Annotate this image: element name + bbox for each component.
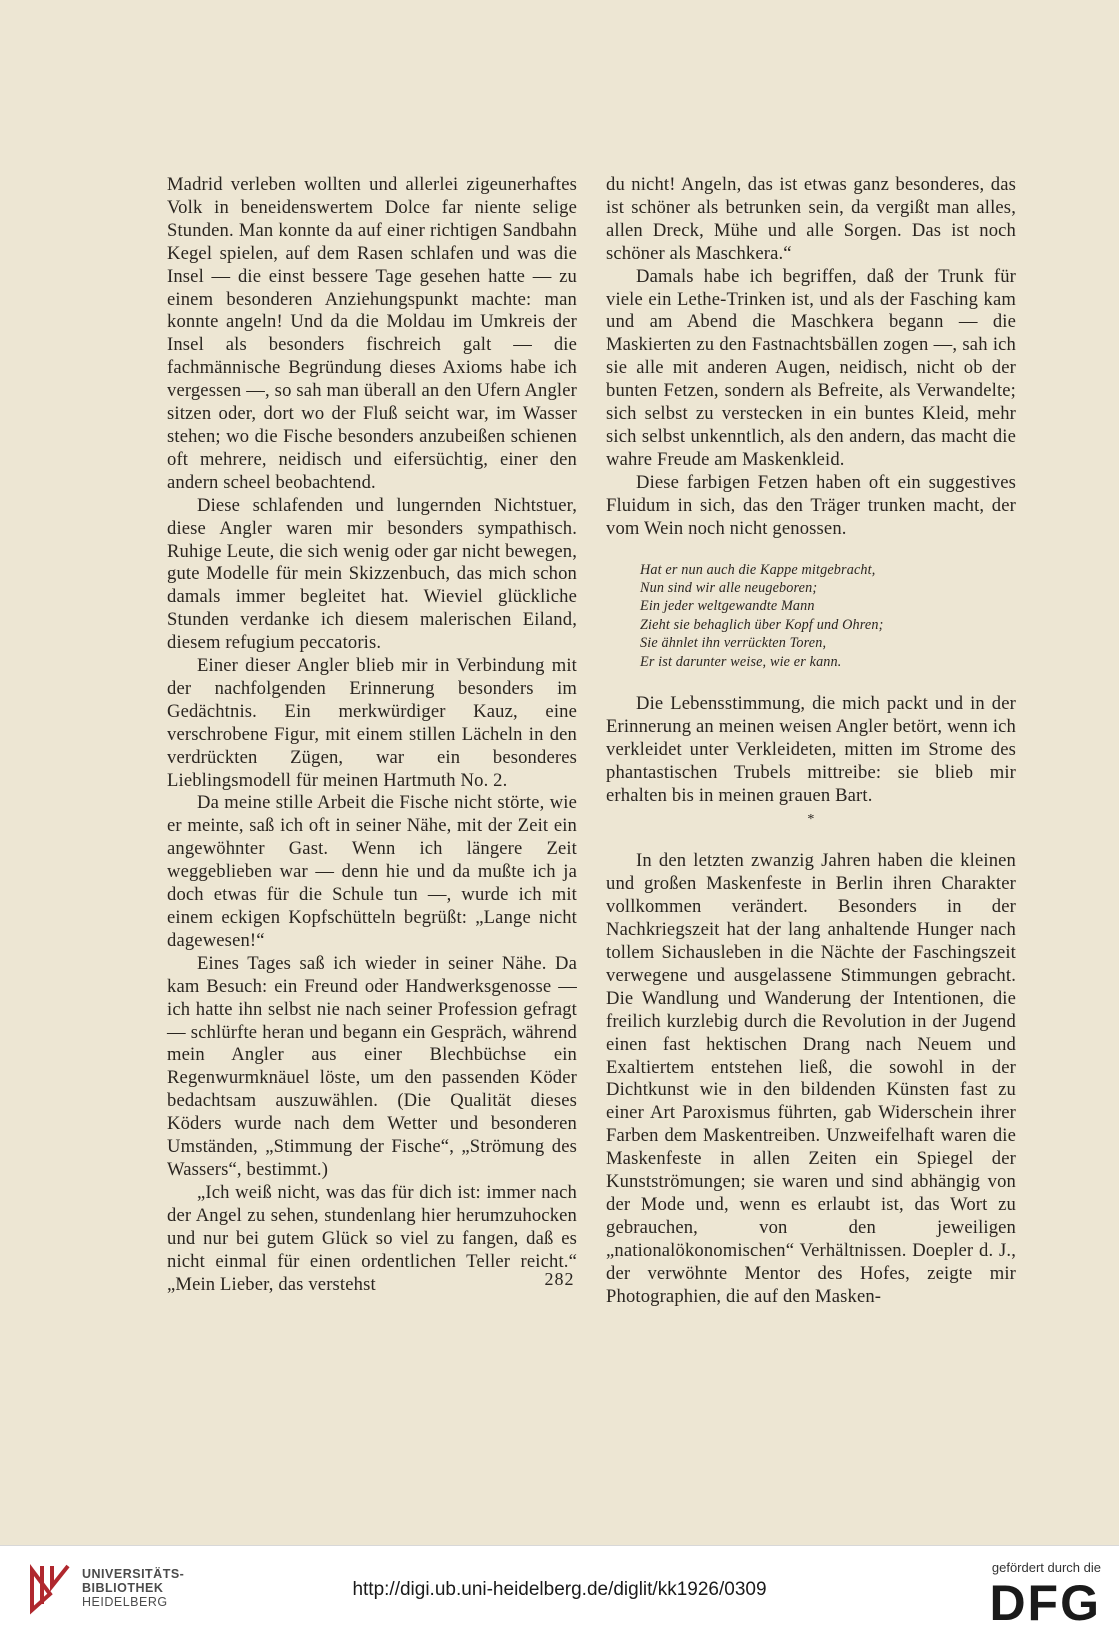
paragraph: Damals habe ich begriffen, daß der Trunk für viele ein Lethe-Trinken ist, und als der Fasching kam und am Abend die Maschkera begann — die Maskierten zu den Fastnachtsbällen zogen —, sah ich sie alle mit anderen Augen, neidisch, nicht ob der bunten Fetzen, sondern als Befreite, als Verwandelte; sich selbst zu verstecken in ein buntes Kleid, mehr sich selbst unkenntlich, als den andern, das macht die wahre Freude am Maskenkleid. — [606, 265, 1016, 470]
paragraph: „Ich weiß nicht, was das für dich ist: immer nach der Angel zu sehen, stundenlang hier herumzuhocken und nur bei gutem Glück so viel zu fangen, daß es nicht einmal für einen ordentlichen Teller reicht.“ „Mein Lieber, das verstehst — [167, 1181, 577, 1295]
verse-line: Hat er nun auch die Kappe mitgebracht, — [640, 561, 876, 578]
paragraph: Eines Tages saß ich wieder in seiner Nähe. Da kam Besuch: ein Freund oder Handwerksgenosse — ich hatte ihn selbst nie nach seiner Profession gefragt — schlürfte heran und begann ein Gespräch, während mein Angler aus einer Blechbüchse ein Regenwurmknäuel löste, um den passenden Köder bedachtsam auszuwählen. (Die Qualität dieses Köders wurde nach dem Wetter und besonderen Umständen, „Stimmung der Fische“, „Strömung des Wassers“, bestimmt.) — [167, 952, 577, 1180]
verse-line: Zieht sie behaglich über Kopf und Ohren; — [640, 616, 884, 633]
paragraph: du nicht! Angeln, das ist etwas ganz besonderes, das ist schöner als betrunken sein, da vergißt man alles, allen Dreck, Mühe und alle Sorgen. Das ist noch schöner als Maschkera.“ — [606, 174, 1016, 264]
verse-line: Er ist darunter weise, wie er kann. — [640, 653, 842, 670]
page-number: 282 — [544, 1269, 575, 1289]
verse-quote — [640, 561, 1016, 671]
verse-line: Ein jeder weltgewandte Mann — [640, 598, 815, 615]
paragraph: In den letzten zwanzig Jahren haben die kleinen und großen Maskenfeste in Berlin ihren Charakter vollkommen verändert. Besonders in der Nachkriegszeit hat der lang anhaltende Hunger nach tollem Sichausleben in die Nächte der Faschingszeit verwegene und ausgelassene Stimmungen gebracht. Die Wandlung und Wanderung der Intentionen, die freilich kurzlebig durch die Revolution in der Jugend einen fast hektischen Drang nach Neuem und Exaltiertem entstehen ließ, die sowohl in der Dichtkunst wie in den bildenden Künsten fast zu einer Art Paroxismus führten, gab Widerschein ihrer Farben dem Maskentreiben. Unzweifelhaft waren die Maskenfeste in allen Zeiten ein Spiegel der Kunstströmungen; sie waren und sind abhängig von der Mode und, wenn es erlaubt ist, das Wort zu gebrauchen, von den jeweiligen „nationalökonomischen“ Verhältnissen. Doepler d. J., der verwöhnte Mentor des Hofes, zeigte mir Photographien, die auf den Masken- — [606, 850, 1016, 1307]
left-column — [167, 174, 577, 1296]
paragraph: Die Lebensstimmung, die mich packt und in der Erinnerung an meinen weisen Angler betört, wenn ich verkleidet unter Verkleideten, mitten im Strome des phantastischen Trubels mittreibe: sie blieb mir erhalten bis in meinen grauen Bart. — [606, 692, 1016, 806]
library-name: UNIVERSITÄTS- BIBLIOTHEK HEIDELBERG — [82, 1567, 185, 1609]
source-url-link[interactable]: http://digi.ub.uni-heidelberg.de/diglit/kk1926/0309 — [352, 1579, 767, 1600]
footer-bar — [0, 1545, 1119, 1638]
paragraph: Madrid verleben wollten und allerlei zigeunerhaftes Volk in beneidenswertem Dolce far niente selige Stunden. Man konnte da auf einer richtigen Sandbahn Kegel spielen, auf dem Rasen schlafen und was die Insel — die einst bessere Tage gesehen hatte — zu einem besonderen Anziehungspunkt machte: man konnte angeln! Und da die Moldau im Umkreis der Insel als besonders fischreich galt — die fachmännische Begründung dieses Axioms habe ich vergessen —, so sah man überall an den Ufern Angler sitzen oder, dort wo der Fluß seicht war, im Wasser stehen; wo die Fische besonders anzubeißen schienen oft mehrere, neidisch und eifersüchtig, einer den andern scheel beobachtend. — [167, 174, 577, 493]
paragraph: Diese farbigen Fetzen haben oft ein suggestives Fluidum in sich, das den Träger trunken macht, der vom Wein noch nicht genossen. — [606, 471, 1016, 539]
funded-by-label: gefördert durch die — [991, 1560, 1101, 1575]
paragraph: Diese schlafenden und lungernden Nichtstuer, diese Angler waren mir besonders sympathisch. Ruhige Leute, die sich wenig oder gar nicht bewegen, gute Modelle für mein Skizzenbuch, das mich schon damals immer begleitet hat. Wieviel glückliche Stunden verdanke ich diesem malerischen Eiland, diesem refugium peccatoris. — [167, 494, 577, 654]
section-separator: * — [807, 812, 815, 828]
verse-line: Sie ähnlet ihn verrückten Toren, — [640, 635, 827, 652]
dfg-logo: DFG — [989, 1575, 1101, 1631]
paragraph: Einer dieser Angler blieb mir in Verbindung mit der nachfolgenden Erinnerung besonders im Gedächtnis. Ein merkwürdiger Kauz, eine verschrobene Figur, mit einem stillen Lächeln in den verdrückten Zügen, war ein besonderes Lieblingsmodell für meinen Hartmuth No. 2. — [167, 655, 577, 791]
verse-line: Nun sind wir alle neugeboren; — [640, 579, 818, 596]
paragraph: Da meine stille Arbeit die Fische nicht störte, wie er meinte, saß ich oft in seiner Nähe, mit der Zeit ein angewöhnter Gast. Wenn ich längere Zeit weggeblieben war — denn hie und da mußte ich ja doch etwas für die Schule tun —, wurde ich mit einem eckigen Kopfschütteln begrüßt: „Lange nicht dagewesen!“ — [167, 792, 577, 951]
right-column — [606, 174, 1016, 1309]
